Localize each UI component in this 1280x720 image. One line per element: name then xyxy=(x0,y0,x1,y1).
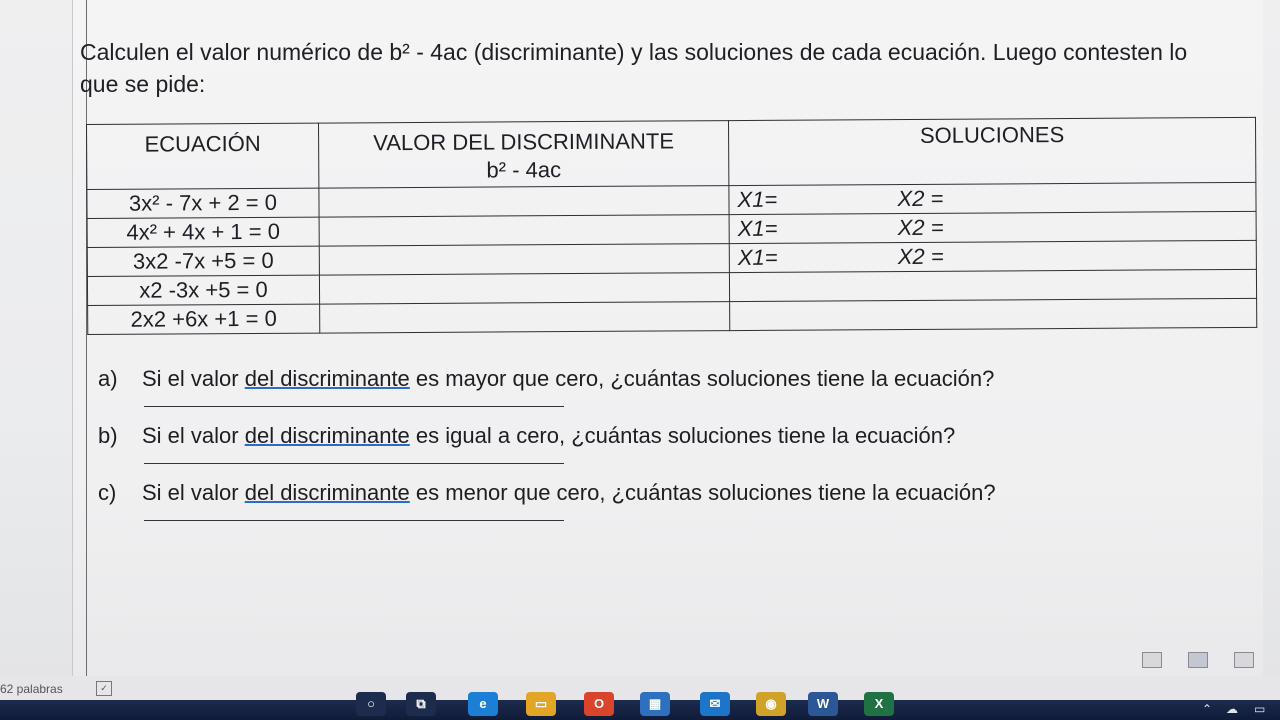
question-text-end: es mayor que cero, ¿cuántas soluciones tiene la ecuación? xyxy=(409,366,995,391)
x2-label: X2 = xyxy=(897,185,944,212)
question-text xyxy=(142,366,994,392)
equation-table xyxy=(86,117,1257,335)
excel-icon[interactable]: X xyxy=(864,692,894,716)
spellcheck-underlined-text[interactable]: del discriminante xyxy=(244,480,410,505)
question-letter: b) xyxy=(98,423,118,448)
solutions-cell[interactable] xyxy=(729,182,1256,214)
discriminant-cell[interactable] xyxy=(319,273,729,305)
network-icon[interactable]: ☁ xyxy=(1226,702,1238,716)
question-text-end: es menor que cero, ¿cuántas soluciones tiene la ecuación? xyxy=(409,480,996,505)
word-count[interactable]: 62 palabras xyxy=(0,682,63,696)
x2-label: X2 = xyxy=(897,214,944,241)
discriminant-cell[interactable] xyxy=(319,244,729,276)
question-text xyxy=(142,480,996,506)
discriminant-cell[interactable] xyxy=(320,302,730,334)
equation-cell: 3x2 -7x +5 = 0 xyxy=(87,246,319,276)
question-text-start: Si el valor xyxy=(142,480,245,505)
answer-line[interactable] xyxy=(144,406,564,407)
discriminant-cell[interactable] xyxy=(319,186,729,218)
header-equation: ECUACIÓN xyxy=(87,123,319,189)
question-a xyxy=(98,362,1178,419)
equation-cell: 4x² + 4x + 1 = 0 xyxy=(87,217,319,247)
answer-line[interactable] xyxy=(144,463,564,464)
edge-icon[interactable]: e xyxy=(468,692,498,716)
question-text xyxy=(142,423,955,449)
question-c xyxy=(98,476,1178,533)
solutions-cell[interactable] xyxy=(730,298,1257,330)
x1-label: X1= xyxy=(737,186,778,213)
folder-icon[interactable]: ▭ xyxy=(526,692,556,716)
document-page[interactable] xyxy=(72,0,1263,682)
store-icon[interactable]: ▦ xyxy=(640,692,670,716)
question-text-start: Si el valor xyxy=(142,366,245,391)
x1-label: X1= xyxy=(737,244,778,271)
battery-icon[interactable]: ▭ xyxy=(1254,702,1266,716)
task-view-icon[interactable]: ⧉ xyxy=(406,692,436,716)
questions-list xyxy=(98,362,1178,533)
spellcheck-underlined-text[interactable]: del discriminante xyxy=(244,366,410,391)
solutions-cell[interactable] xyxy=(729,240,1256,272)
office-icon[interactable]: O xyxy=(584,692,614,716)
print-layout-button[interactable] xyxy=(1188,652,1208,668)
question-text-end: es igual a cero, ¿cuántas soluciones tiene la ecuación? xyxy=(409,423,956,448)
word-icon[interactable]: W xyxy=(808,692,838,716)
answer-line[interactable] xyxy=(144,520,564,521)
question-letter: c) xyxy=(98,480,117,505)
instruction-text: Calculen el valor numérico de b² - 4ac (discriminante) y las soluciones de cada ecuación. Luego contesten lo que se pide: xyxy=(80,39,1188,97)
mail-icon[interactable]: ✉ xyxy=(700,692,730,716)
proofing-icon[interactable]: ✓ xyxy=(96,681,112,696)
chevron-up-icon[interactable]: ⌃ xyxy=(1202,702,1213,716)
chrome-icon[interactable]: ◉ xyxy=(756,692,786,716)
solutions-cell[interactable] xyxy=(729,269,1256,301)
x2-label: X2 = xyxy=(897,243,944,270)
search-icon[interactable]: ○ xyxy=(356,692,386,716)
header-solutions: SOLUCIONES xyxy=(728,117,1255,185)
header-discriminant xyxy=(318,121,728,189)
page-margin-line xyxy=(86,0,87,682)
question-text-start: Si el valor xyxy=(142,423,245,448)
equation-cell: x2 -3x +5 = 0 xyxy=(87,275,319,305)
table-header-row xyxy=(87,117,1256,189)
header-discriminant-label: VALOR DEL DISCRIMINANTE xyxy=(373,128,675,156)
spellcheck-underlined-text[interactable]: del discriminante xyxy=(244,423,410,448)
question-b xyxy=(98,419,1178,476)
equation-cell: 3x² - 7x + 2 = 0 xyxy=(87,188,319,218)
read-mode-button[interactable] xyxy=(1142,652,1162,668)
web-layout-button[interactable] xyxy=(1234,652,1254,668)
solutions-cell[interactable] xyxy=(729,211,1256,243)
question-letter: a) xyxy=(98,366,118,391)
equation-cell: 2x2 +6x +1 = 0 xyxy=(88,304,320,334)
header-discriminant-formula: b² - 4ac xyxy=(486,157,562,183)
x1-label: X1= xyxy=(737,215,778,242)
discriminant-cell[interactable] xyxy=(319,215,729,247)
